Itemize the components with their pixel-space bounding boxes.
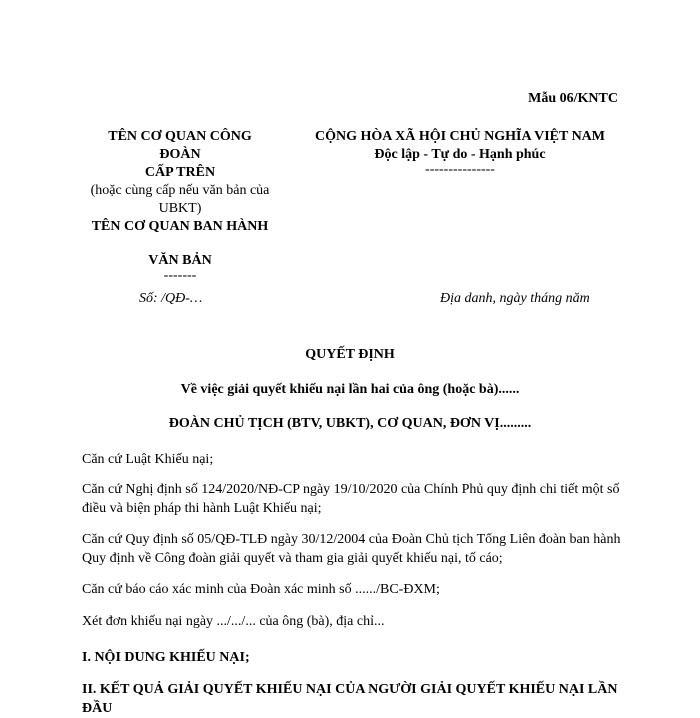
- place-and-date: Địa danh, ngày tháng năm: [440, 291, 590, 306]
- motto-separator: ---------------: [425, 162, 495, 177]
- section-heading-complaint-content: I. NỘI DUNG KHIẾU NẠI;: [82, 650, 250, 665]
- document-title: QUYẾT ĐỊNH: [305, 347, 395, 362]
- legal-basis-paragraph: Căn cứ báo cáo xác minh của Đoàn xác minh số ....../BC-ĐXM;: [82, 582, 440, 597]
- agency-note-line-2: UBKT): [158, 201, 202, 216]
- agency-separator: -------: [163, 268, 197, 283]
- agency-line-3: CẤP TRÊN: [144, 165, 216, 180]
- agency-line-6: TÊN CƠ QUAN BAN HÀNH: [91, 219, 269, 234]
- agency-line-1: TÊN CƠ QUAN CÔNG: [108, 129, 252, 144]
- document-subject: Về việc giải quyết khiếu nại lần hai của ông (hoặc bà)......: [180, 382, 520, 397]
- form-code: Mẫu 06/KNTC: [528, 91, 618, 106]
- complaint-review-paragraph: Xét đơn khiếu nại ngày .../.../... của ông (bà), địa chỉ...: [82, 614, 385, 629]
- agency-line-7: VĂN BẢN: [148, 253, 212, 268]
- legal-basis-paragraph: Căn cứ Nghị định số 124/2020/NĐ-CP ngày 19/10/2020 của Chính Phủ quy định chi tiết một số điều và biện pháp thi hành Luật Khiếu nại;: [82, 482, 620, 516]
- legal-basis-paragraph: Căn cứ Luật Khiếu nại;: [82, 452, 214, 467]
- issuing-authority: ĐOÀN CHỦ TỊCH (BTV, UBKT), CƠ QUAN, ĐƠN VỊ.........: [168, 416, 532, 431]
- nation-name: CỘNG HÒA XÃ HỘI CHỦ NGHĨA VIỆT NAM: [314, 129, 605, 144]
- agency-line-2: ĐOÀN: [159, 147, 201, 162]
- issuing-agency-header: [70, 128, 290, 282]
- national-header: [280, 128, 640, 176]
- national-motto: Độc lập - Tự do - Hạnh phúc: [374, 147, 546, 162]
- section-heading-first-resolution: II. KẾT QUẢ GIẢI QUYẾT KHIẾU NẠI CỦA NGƯỜI GIẢI QUYẾT KHIẾU NẠI LẦN ĐẦU: [82, 682, 618, 716]
- document-number: Số: /QĐ-…: [139, 291, 203, 306]
- legal-basis-paragraph: Căn cứ Quy định số 05/QĐ-TLĐ ngày 30/12/2004 của Đoàn Chủ tịch Tổng Liên đoàn ban hành Quy định về Công đoàn giải quyết và tham gia giải quyết khiếu nại, tố cáo;: [82, 532, 621, 566]
- agency-note-line-1: (hoặc cùng cấp nếu văn bản của: [90, 183, 270, 198]
